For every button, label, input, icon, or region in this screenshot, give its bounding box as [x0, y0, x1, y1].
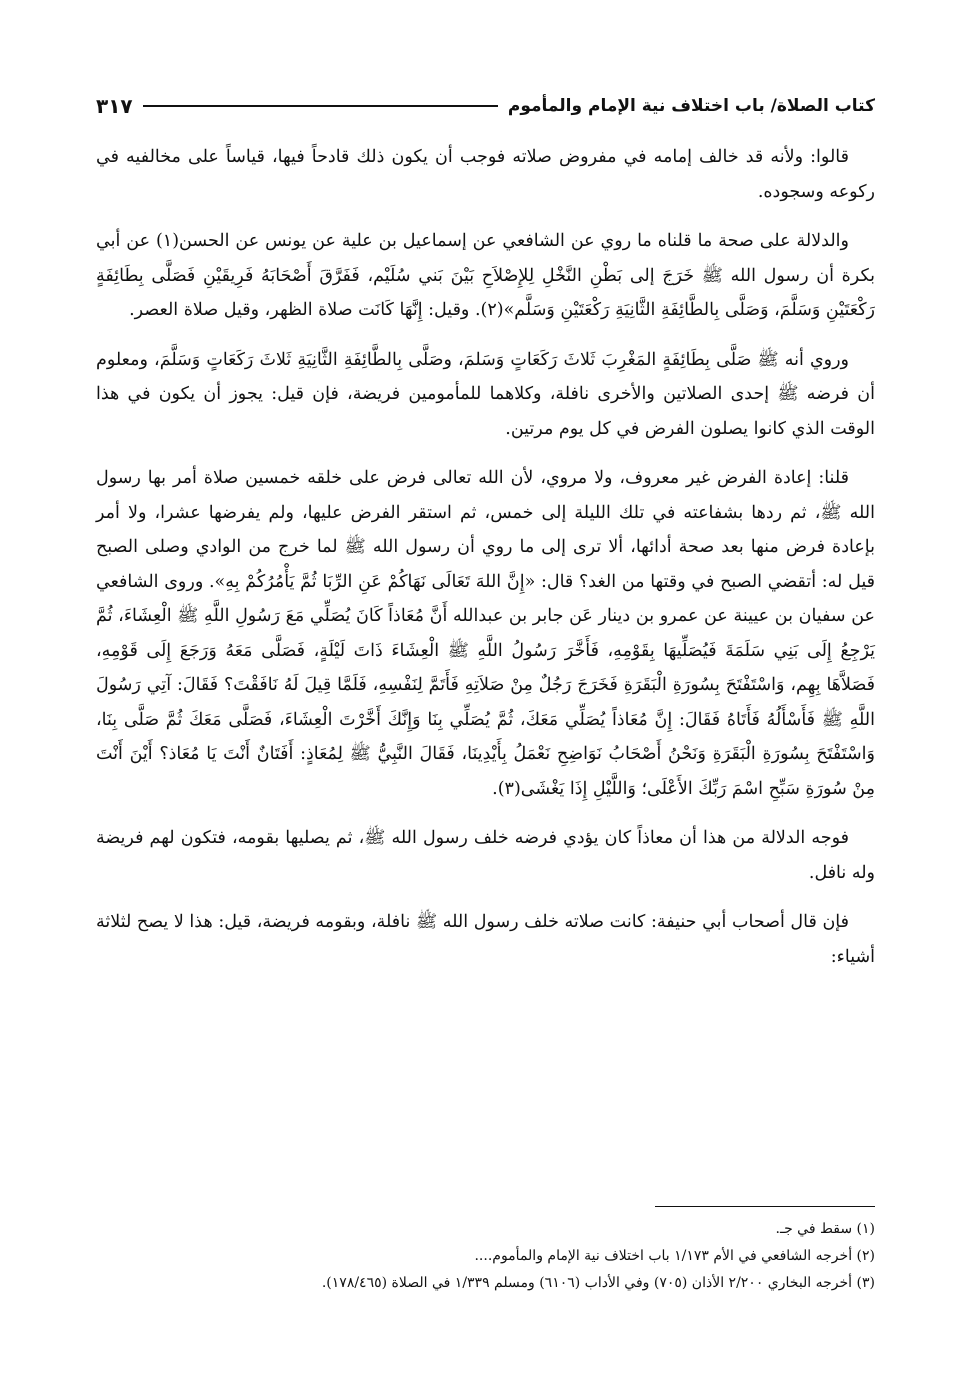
header-rule: [143, 105, 498, 107]
paragraph: فوجه الدلالة من هذا أن معاذاً كان يؤدي فرضه خلف رسول الله ﷺ، ثم يصليها بقومه، فتكون لهم فريضة وله نافل.: [96, 828, 875, 883]
paragraph: قلنا: إعادة الفرض غير معروف، ولا مروي، لأن الله تعالى فرض على خلقه خمسين صلاة أمر بها رسول الله ﷺ، ثم ردها بشفاعته في تلك الليلة إلى خمس، ثم استقر الفرض عليها، ولم يفرضها عشرا، ولا أمر بإعادة فرض منها بعد صحة أدائها، ألا ترى إلى ما روي أن رسول الله ﷺ لما خرج من الوادي وصلى الصبح قيل له: أتقضي الصبح في وقتها من الغد؟ قال: «إِنَّ اللهَ تَعَالَى نَهَاكُمْ عَنِ الرِّبَا ثُمَّ يَأْمُرُكُمْ بِهِ». وروى الشافعي عن سفيان بن عيينة عن عمرو بن دينار عَن جابر بن عبدالله أَنَّ مُعَاذاً كَانَ يُصَلِّي مَعَ رَسُولِ اللَّهِ ﷺ الْعِشَاءَ، ثُمَّ يَرْجِعُ إِلَى بَنِي سَلَمَةَ فَيُصَلِّيهَا بِقَوْمِهِ، فَأَخَّرَ رَسُولُ اللَّهِ ﷺ الْعِشَاءَ ذَاتَ لَيْلَةٍ، فَصَلَّى مَعَهُ وَرَجَعَ إِلَى قَوْمِهِ، فَصَلاَّهَا بِهِم، وَاسْتَفْتَحَ بِسُورَةِ الْبَقَرَةِ فَخَرَجَ رَجُلٌ مِنْ صَلاَتِهِ فَأَتَمَّ لِنَفْسِهِ، فَلَمَّا قِيلَ لَهُ نَافَقْتَ؟ فَقَالَ: آتِي رَسُولَ اللَّهِ ﷺ فَأَسْأَلُهُ فَأَتَاهُ فَقَالَ: إِنَّ مُعَاذاً يُصَلِّي مَعَكَ، ثُمَّ يُصَلِّي بِنَا وَإِنَّكَ أَخَّرْتَ الْعِشَاءَ، فَصَلَّى مَعَكَ ثُمَّ صَلَّى بِنَا، وَاسْتَفْتَحَ بِسُورَةِ الْبَقَرَةِ وَنَحْنُ أَصْحَابُ نَوَاضِحِ نَعْمَلُ بِأَيْدِينَا، فَقَالَ النَّبِيُّ ﷺ لِمُعَاذٍ: أَفَتَانٌ أَنْتَ يَا مُعَاذ؟ أَيْنَ أَنْتَ مِنْ سُورَةِ سَبِّحِ اسْمَ رَبِّكَ الأَعْلَى؛ وَاللَّيْلِ إِذَا يَغْشَى(٣).: [96, 468, 875, 799]
page-header: [96, 86, 875, 126]
footnote-divider: [655, 1206, 875, 1207]
paragraph: والدلالة على صحة ما قلناه ما روي عن الشافعي عن إسماعيل بن علية عن يونس عن الحسن(١) عن أبي بكرة أن رسول الله ﷺ خَرَجَ إلى بَطْنِ النَّخْلِ لِلإِصْلاَحِ بَيْنَ بَني سُلَيْم، فَفَرَّقَ أَصْحَابَهُ فَرِيقَيْنِ فَصَلَّى بِطَائِفَةٍ رَكْعَتَيْنِ وَسَلَّمَ، وَصَلَّى بِالطَّائِفَةِ الثَّانِيَةِ رَكْعَتَيْنِ وَسَلَّم»(٢). وقيل: إِنَّهَا كَانَت صلاة الظهر، وقيل صلاة العصر.: [96, 231, 875, 320]
paragraph: قالوا: ولأنه قد خالف إمامه في مفروض صلاته فوجب أن يكون ذلك قادحاً فيها، قياساً على مخالفيه في ركوعه وسجوده.: [96, 147, 875, 202]
paragraph: وروي أنه ﷺ صَلَّى بِطَائِفَةٍ المَغْرِبَ ثَلاثَ رَكَعَاتٍ وَسَلمَ، وصَلَّى بِالطَّائِفَةِ الثَّانِيَةِ ثَلاثَ رَكَعَاتٍ وَسَلَّمَ، ومعلوم أن فرضه ﷺ إحدى الصلاتين والأخرى نافلة، وكلاهما للمأمومين فريضة، فإن قيل: يجوز أن يكون في هذا الوقت الذي كانوا يصلون الفرض في كل يوم مرتين.: [96, 349, 875, 439]
page-number: ٣١٧: [96, 94, 133, 118]
footnote: (٢) أخرجه الشافعي في الأم ١/١٧٣ باب اختلاف نية الإمام والمأموم....: [474, 1248, 875, 1264]
paragraph: فإن قال أصحاب أبي حنيفة: كانت صلاته خلف رسول الله ﷺ نافلة، وبقومه فريضة، قيل: هذا لا يصح لثلاثة أشياء:: [96, 912, 875, 967]
main-text: [96, 140, 875, 989]
footnote: (٣) أخرجه البخاري ٢/٢٠٠ الأذان (٧٠٥) وفي الأداب (٦١٠٦) ومسلم ١/٣٣٩ في الصلاة (١٧٨/٤٦٥).: [321, 1275, 875, 1291]
running-title: كتاب الصلاة/ باب اختلاف نية الإمام والمأموم: [507, 96, 875, 116]
footnote: (١) سقط في جـ.: [775, 1221, 875, 1237]
footnotes: [96, 1216, 875, 1297]
